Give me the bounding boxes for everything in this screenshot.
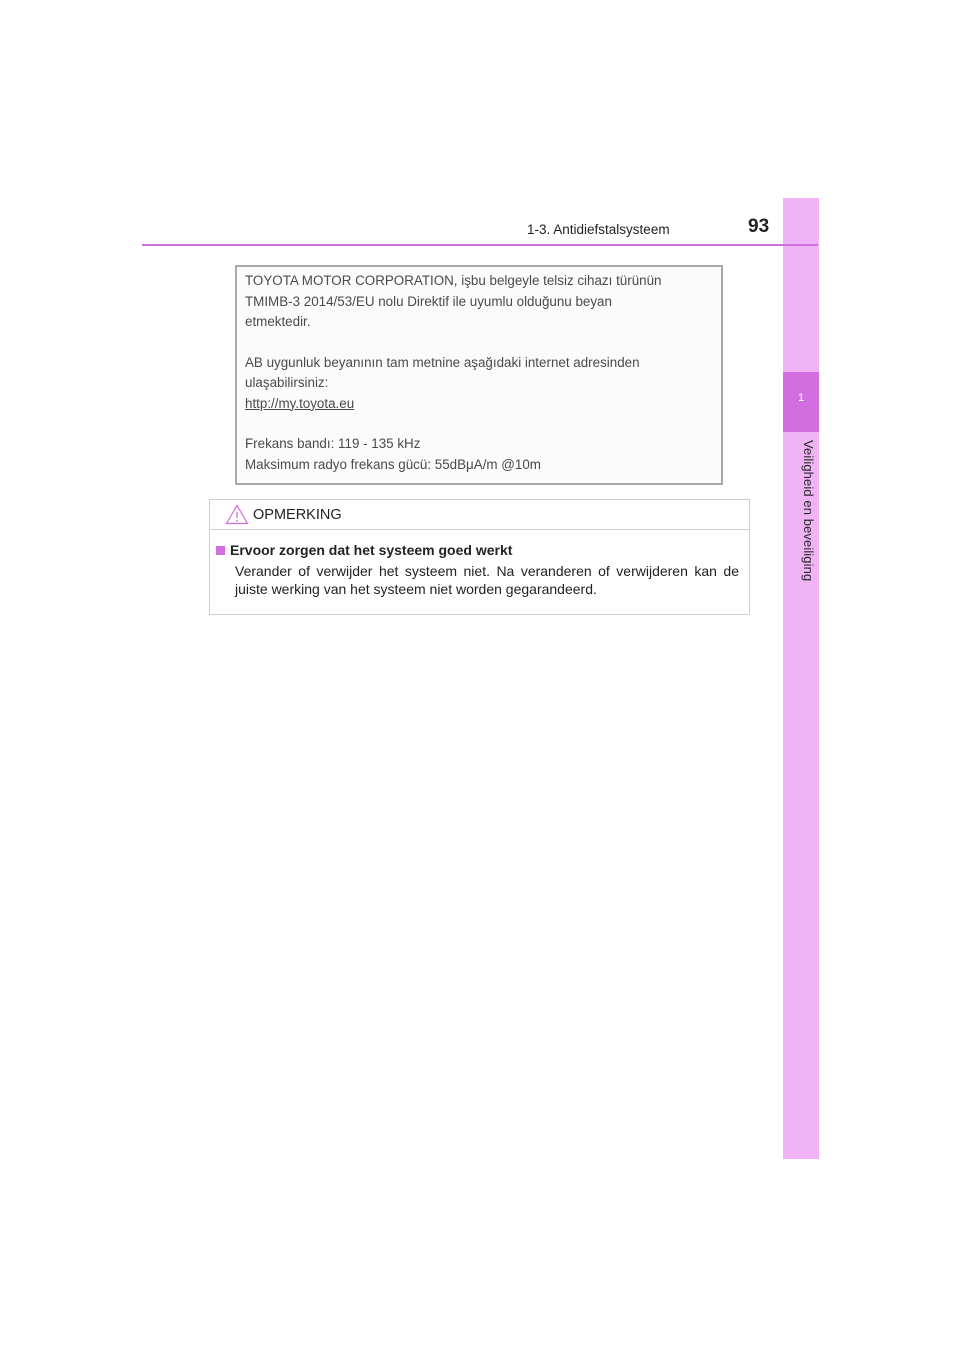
compliance-label-image: [235, 265, 723, 485]
notice-item-text: Verander of verwijder het systeem niet. Na veranderen of verwijderen kan de juiste werking van het systeem niet worden gegarandeerd.: [235, 563, 739, 597]
header-rule: [142, 244, 818, 246]
label-line: etmektedir.: [245, 314, 311, 329]
label-line: TMIMB-3 2014/53/EU nolu Direktif ile uyumlu olduğunu beyan: [245, 293, 612, 309]
label-line: TOYOTA MOTOR CORPORATION, işbu belgeyle telsiz cihazı türünün: [245, 273, 662, 288]
notice-box: [209, 499, 750, 615]
chapter-number: 1: [797, 392, 805, 404]
notice-header: [210, 500, 749, 530]
label-line: ulaşabilirsiniz:: [245, 375, 329, 390]
section-title: 1-3. Antidiefstalsysteem: [527, 222, 670, 237]
notice-item-title-row: [216, 542, 739, 558]
square-bullet-icon: [216, 546, 225, 555]
label-line: Maksimum radyo frekans gücü: 55dBμA/m @10m: [245, 456, 541, 472]
label-url: http://my.toyota.eu: [245, 395, 355, 411]
label-line: AB uygunluk beyanının tam metnine aşağıdaki internet adresinden: [245, 354, 640, 370]
warning-triangle-icon: [225, 504, 249, 525]
chapter-side-tab: [783, 198, 819, 1159]
notice-item-title: Ervoor zorgen dat het systeem goed werkt: [230, 542, 513, 558]
label-line: Frekans bandı: 119 - 135 kHz: [245, 436, 421, 451]
notice-heading: OPMERKING: [253, 507, 342, 523]
chapter-title: Veiligheid en beveiliging: [801, 440, 816, 582]
page-number: 93: [748, 216, 770, 237]
notice-body: [210, 530, 749, 598]
